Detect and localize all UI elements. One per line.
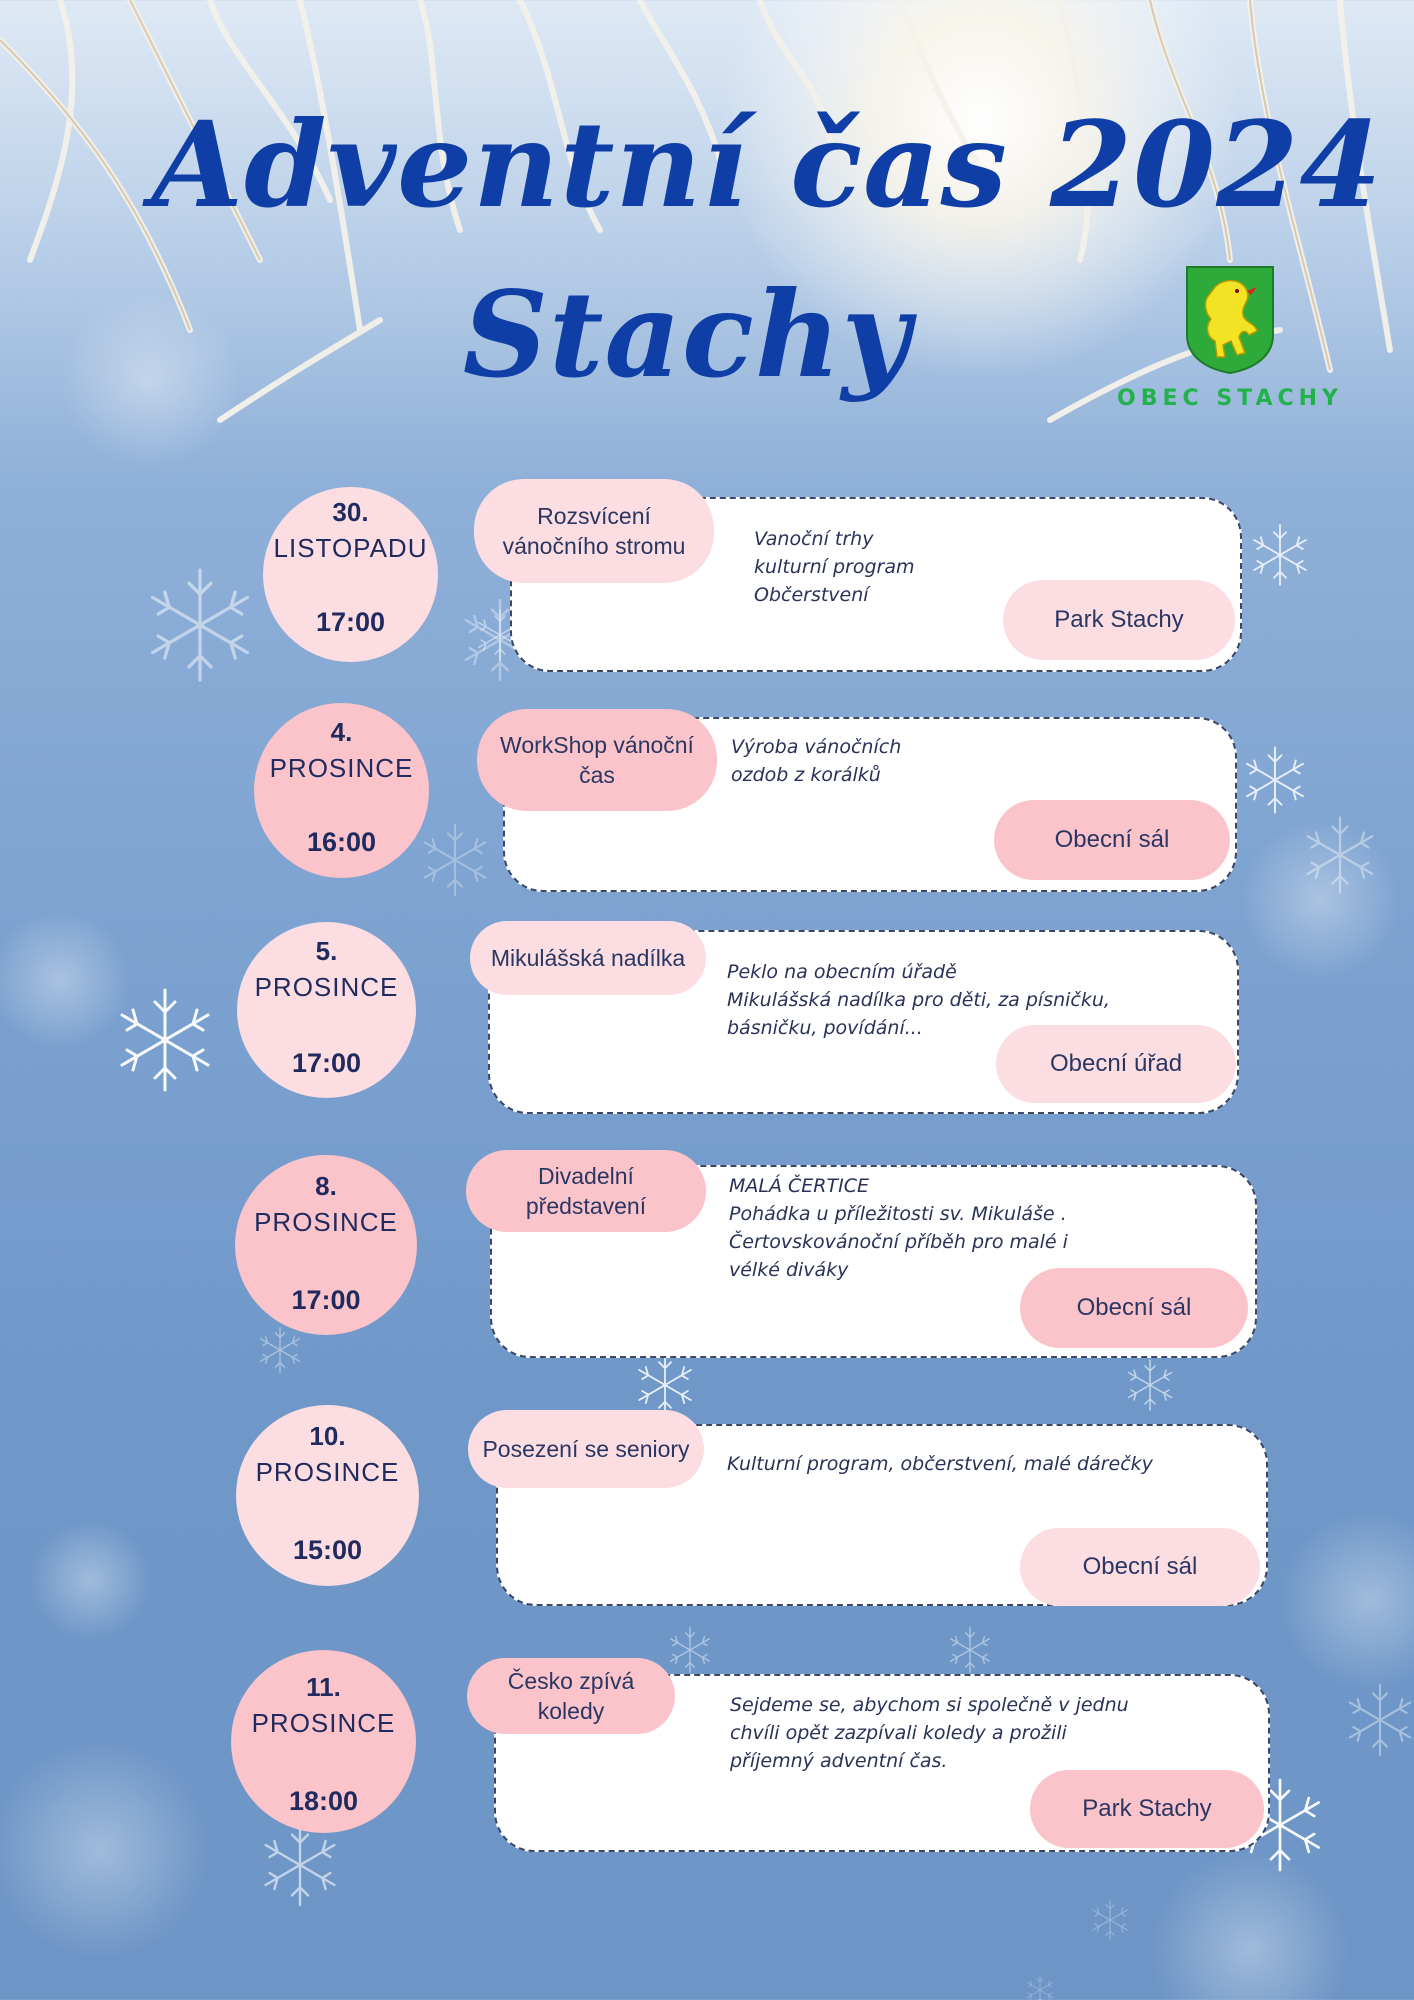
logo [1115,265,1345,411]
event-date-circle [236,1405,419,1586]
event-title: Česko zpívá koledy [467,1658,675,1734]
page-subtitle: Stachy [462,265,912,404]
event-date-circle [254,703,429,878]
event-location: Obecní úřad [996,1025,1236,1103]
event-month: PROSINCE [269,753,414,783]
event-description: Výroba vánočních ozdob z korálků [731,736,902,786]
event-title: Posezení se seniory [468,1410,704,1488]
event-location: Obecní sál [1020,1528,1260,1606]
event-date-circle [237,922,416,1098]
event-location: Park Stachy [1003,580,1235,660]
event-time: 15:00 [292,1535,363,1565]
event-day: 10. [309,1421,346,1451]
event-day: 30. [332,497,369,527]
event-title: Mikulášská nadílka [470,921,706,995]
event-date-circle [263,487,438,662]
event-month: PROSINCE [254,972,399,1002]
page-title: Adventní čas 2024 [151,95,1383,234]
event-day: 8. [315,1171,337,1201]
event-title: Divadelní představení [466,1150,706,1232]
event-day: 11. [306,1672,341,1702]
event-time: 17:00 [315,607,386,637]
event-description: MALÁ ČERTICE Pohádka u příležitosti sv. Mikuláše . Čertovskovánoční příběh pro malé i vélké diváky [729,1175,1068,1281]
event-description: Vanoční trhy kulturní program Občerstvení [754,528,915,606]
event-month: PROSINCE [255,1457,400,1487]
event-time: 17:00 [291,1285,361,1315]
event-date-circle [231,1650,416,1833]
event-description: Sejdeme se, abychom si společně v jednu chvíli opět zazpívali koledy a prožili příjemný adventní čas. [730,1694,1129,1772]
event-location: Obecní sál [994,800,1230,880]
event-day: 4. [330,717,353,747]
event-day: 5. [315,936,338,966]
logo-text: OBEC STACHY [1117,386,1343,411]
event-title: WorkShop vánoční čas [477,709,717,811]
event-time: 18:00 [288,1786,359,1816]
event-month: LISTOPADU [273,533,428,563]
event-time: 17:00 [291,1048,362,1078]
event-month: PROSINCE [254,1207,398,1237]
lion-coat-of-arms-icon [1185,265,1275,375]
event-description: Kulturní program, občerstvení, malé dárečky [727,1453,1153,1475]
event-location: Obecní sál [1020,1268,1248,1348]
event-title: Rozsvícení vánočního stromu [474,479,714,583]
event-date-circle [235,1155,417,1335]
event-time: 16:00 [306,827,377,857]
event-description: Peklo na obecním úřadě Mikulášská nadílka pro děti, za písničku, básničku, povídání... [727,961,1110,1039]
event-location: Park Stachy [1030,1770,1264,1848]
event-month: PROSINCE [251,1708,396,1738]
